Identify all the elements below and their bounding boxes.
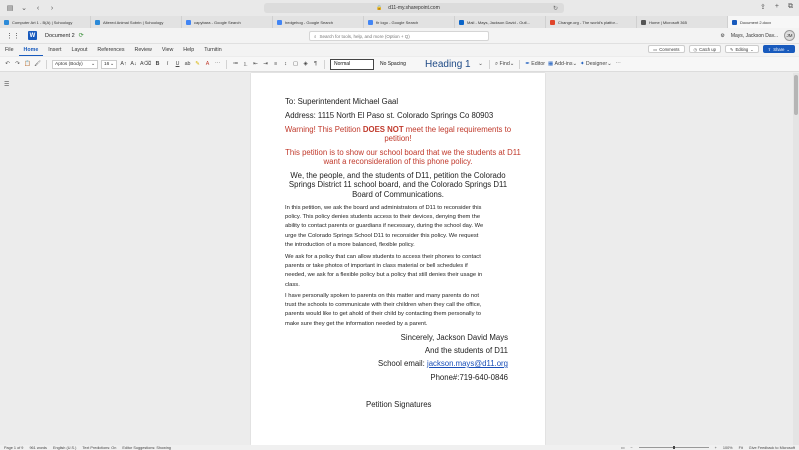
line-spacing-icon[interactable]: ↕ [284, 61, 287, 67]
share-icon: ⇪ [767, 46, 772, 52]
browser-tab[interactable]: capybara - Google Search [182, 16, 273, 28]
status-bar [0, 445, 799, 450]
more-options-icon[interactable]: ⋯ [615, 61, 621, 67]
numbering-icon[interactable]: ⒈ [242, 62, 249, 68]
petition-purpose: This petition is to show our school board that we the students at D11 [285, 148, 521, 157]
zoom-slider-knob[interactable] [673, 446, 675, 449]
warning-text-2: petition! [384, 134, 412, 143]
style-normal[interactable]: Normal [330, 59, 374, 70]
email-line: School email: jackson.mays@d11.org [378, 359, 508, 368]
undo-icon[interactable]: ↶ [5, 61, 10, 67]
tab-insert[interactable]: Insert [48, 47, 62, 53]
font-color-icon[interactable]: A [205, 61, 210, 67]
addins-icon: ▦ [548, 61, 554, 67]
redo-icon[interactable]: ↷ [15, 61, 20, 67]
bold-icon[interactable]: B [155, 61, 160, 67]
catchup-button[interactable]: ◷ Catch up [689, 45, 721, 53]
sidebar-icon[interactable]: ▤ [6, 5, 14, 12]
document-page[interactable] [251, 73, 545, 445]
tab-overview-icon[interactable]: ⧉ [788, 3, 793, 10]
clipboard-icon[interactable]: 📋 [24, 61, 31, 67]
addins-button[interactable]: ▦ Add-ins ⌄ [548, 61, 577, 67]
pencil-icon: ✎ [729, 46, 734, 52]
new-tab-icon[interactable]: + [774, 3, 779, 10]
paragraph-2: We ask for a policy that can allow students to access their phones to contact parents or take photos of important in class material or bell schedules if needed, we ask for a flexible policy but a policy that still denies their usage in class. [285, 254, 483, 288]
format-painter-icon[interactable]: 🖌 [34, 61, 41, 67]
chevron-down-icon: ⌄ [509, 61, 515, 67]
word-logo-icon[interactable]: W [29, 32, 36, 39]
clear-formatting-icon[interactable]: A⌫ [140, 61, 152, 67]
view-icon[interactable]: ▭ [620, 446, 625, 450]
intro-line: Springs District 11 school board, and the Colorado Springs D11 [288, 180, 508, 189]
zoom-level[interactable]: 100% [722, 445, 733, 450]
ribbon-tabs [0, 44, 799, 56]
comment-icon: ▭ [653, 46, 658, 52]
paragraph-icon[interactable]: ¶ [314, 61, 317, 67]
style-no-spacing[interactable]: No Spacing [380, 61, 406, 67]
chevron-down-icon: ⌄ [750, 46, 754, 52]
tab-favicon [186, 20, 191, 25]
tab-favicon [459, 20, 464, 25]
chevron-down-icon: ⌄ [572, 61, 577, 67]
paragraph-3: I have personally spoken to parents on this matter and many parents do not trust the schools to communicate with their children when they call the office, parents would like to get ahold of their child by contacting them personally to make sure they get the information needed by a parent. [285, 293, 482, 327]
separator [489, 60, 490, 69]
forward-icon[interactable]: › [50, 4, 54, 12]
page-count[interactable]: Page 1 of 9 [4, 445, 24, 450]
increase-indent-icon[interactable]: ⇥ [263, 61, 268, 67]
text-predictions[interactable]: Text Predictions: On [82, 445, 117, 450]
separator [519, 60, 520, 69]
browser-tab[interactable]: hedgehog - Google Search [273, 16, 364, 28]
separator [226, 60, 227, 69]
signatures-title: Petition Signatures [366, 400, 432, 409]
navigation-icon[interactable]: ☰ [4, 82, 10, 88]
phone-line: Phone#:719-640-0846 [430, 373, 508, 382]
tab-favicon [4, 20, 9, 25]
browser-tab[interactable]: Mail - Mays, Jackson David - Outl... [455, 16, 546, 28]
tab-references[interactable]: References [97, 47, 125, 53]
settings-icon[interactable]: ⚙ [720, 32, 725, 39]
email-link[interactable]: jackson.mays@d11.org [426, 359, 508, 368]
chevron-down-icon: ⌄ [786, 46, 790, 52]
share-button[interactable]: ⇪ Share ⌄ [763, 45, 795, 53]
formatting-toolbar [0, 57, 799, 72]
align-icon[interactable]: ≡ [273, 61, 278, 67]
closing-signature-2: And the students of D11 [424, 346, 508, 355]
search-input[interactable]: ⌕ Search for tools, help, and more (Option + Q) [309, 31, 489, 41]
shading-icon[interactable]: ◈ [303, 61, 308, 67]
zoom-in-icon[interactable]: + [714, 445, 717, 450]
grow-font-icon[interactable]: A↑ [120, 61, 127, 67]
intro-line: Board of Communications. [352, 190, 444, 199]
search-icon: ⌕ [495, 60, 498, 67]
share-icon[interactable]: ⇪ [760, 4, 766, 11]
petition-purpose-2: want a reconsideration of this phone policy. [323, 157, 473, 166]
lock-icon: 🔒 [376, 5, 383, 11]
intro-line: We, the people, and the students of D11, petition the Colorado [290, 171, 506, 180]
designer-button[interactable]: ✦ Designer ⌄ [579, 61, 612, 67]
style-heading-1[interactable]: Heading 1 [425, 58, 471, 70]
browser-tab[interactable]: Change.org - The world's platfor... [546, 16, 637, 28]
browser-tab[interactable]: Home | Microsoft 365 [637, 16, 728, 28]
underline-icon[interactable]: U [175, 61, 180, 67]
fit-button[interactable]: Fit [738, 445, 743, 450]
tab-favicon [732, 20, 737, 25]
highlight-icon[interactable]: ✎ [195, 61, 200, 67]
editor-icon: ✒ [525, 61, 530, 67]
tab-favicon [550, 20, 555, 25]
browser-tab-active[interactable]: Document 2.docx [728, 16, 799, 28]
url-text: d11-my.sharepoint.com [388, 5, 440, 11]
app-launcher-icon[interactable]: ⋮⋮ [6, 32, 20, 40]
find-button[interactable]: ⌕ Find ⌄ [495, 60, 515, 67]
vertical-scrollbar[interactable] [793, 73, 799, 445]
tab-help[interactable]: Help [183, 47, 195, 53]
search-icon: ⌕ [314, 33, 317, 39]
recipient-line: To: Superintendent Michael Gaal [285, 97, 399, 106]
autosave-icon[interactable]: ⟳ [78, 33, 84, 39]
tab-layout[interactable]: Layout [71, 47, 88, 53]
shrink-font-icon[interactable]: A↓ [130, 61, 137, 67]
app-header [0, 28, 799, 44]
editing-mode-button[interactable]: ✎ Editing ⌄ [725, 45, 759, 53]
browser-tabs [0, 16, 799, 28]
separator [324, 60, 325, 69]
warning-text: Warning! This Petition DOES NOT meet the legal requirements to [284, 125, 512, 134]
italic-icon[interactable]: I [166, 61, 169, 67]
language[interactable]: English (U.S.) [52, 445, 77, 450]
browser-tab[interactable]: fir logo - Google Search [364, 16, 455, 28]
tab-turnitin[interactable]: Turnitin [204, 47, 222, 53]
styles-expand-icon[interactable]: ⌄ [478, 61, 483, 67]
chevron-down-icon: ⌄ [109, 61, 114, 67]
decrease-indent-icon[interactable]: ⇤ [253, 61, 258, 67]
browser-tab[interactable]: Altered Animal Sobrin | Schoology [91, 16, 182, 28]
scrollbar-thumb[interactable] [794, 75, 798, 115]
avatar[interactable]: JM [784, 30, 795, 41]
tab-favicon [277, 20, 282, 25]
address-bar[interactable] [264, 3, 564, 13]
chevron-down-icon[interactable]: ⌄ [21, 5, 27, 12]
strikethrough-icon[interactable]: ab [184, 61, 191, 67]
chevron-down-icon: ⌄ [607, 61, 612, 67]
more-icon[interactable]: ⋯ [214, 61, 221, 67]
back-icon[interactable]: ‹ [36, 4, 40, 12]
browser-tab[interactable]: Computer Art 1 - B(A) | Schoology [0, 16, 91, 28]
tab-favicon [641, 20, 646, 25]
zoom-slider[interactable] [639, 447, 709, 448]
reload-icon[interactable]: ↻ [552, 5, 558, 12]
borders-icon[interactable]: ▢ [293, 61, 299, 67]
document-title[interactable]: Document 2 [45, 32, 75, 39]
closing-signature: Sincerely, Jackson David Mays [400, 333, 508, 342]
tab-favicon [95, 20, 100, 25]
browser-toolbar [0, 0, 799, 16]
editor-button[interactable]: ✒ Editor [525, 61, 546, 67]
tab-favicon [368, 20, 373, 25]
font-family-select[interactable]: Aptos (Body) ⌄ [52, 60, 98, 69]
bullets-icon[interactable]: ≔ [232, 61, 239, 67]
zoom-out-icon[interactable]: − [630, 445, 633, 450]
catchup-icon: ◷ [693, 46, 698, 52]
paragraph-1: In this petition, we ask the board and administrators of D11 to reconsider this policy. This policy denies students access to their devices, denying them the ability to contact parents or guardians if necessary, during the school day. We urge the Colorado Springs School D11 to reconsider this policy. We request the introduction of a more balanced, flexible policy. [285, 205, 484, 248]
tab-home[interactable]: Home [19, 44, 44, 56]
chevron-down-icon: ⌄ [90, 61, 95, 67]
designer-icon: ✦ [579, 61, 585, 67]
font-size-select[interactable]: 16 ⌄ [101, 60, 117, 69]
tab-file[interactable]: File [5, 47, 14, 53]
user-name[interactable]: Mays, Jackson Dav... [730, 32, 778, 39]
word-count[interactable]: 961 words [29, 445, 47, 450]
address-line: Address: 1115 North El Paso st. Colorado Springs Co 80903 [285, 111, 494, 120]
tab-view[interactable]: View [161, 47, 174, 53]
comments-button[interactable]: ▭ Comments [648, 45, 684, 53]
separator [46, 60, 47, 69]
editor-suggestions[interactable]: Editor Suggestions: Showing [122, 445, 171, 450]
tab-review[interactable]: Review [134, 47, 152, 53]
navigation-pane [0, 73, 14, 445]
feedback-link[interactable]: Give Feedback to Microsoft [748, 445, 795, 450]
